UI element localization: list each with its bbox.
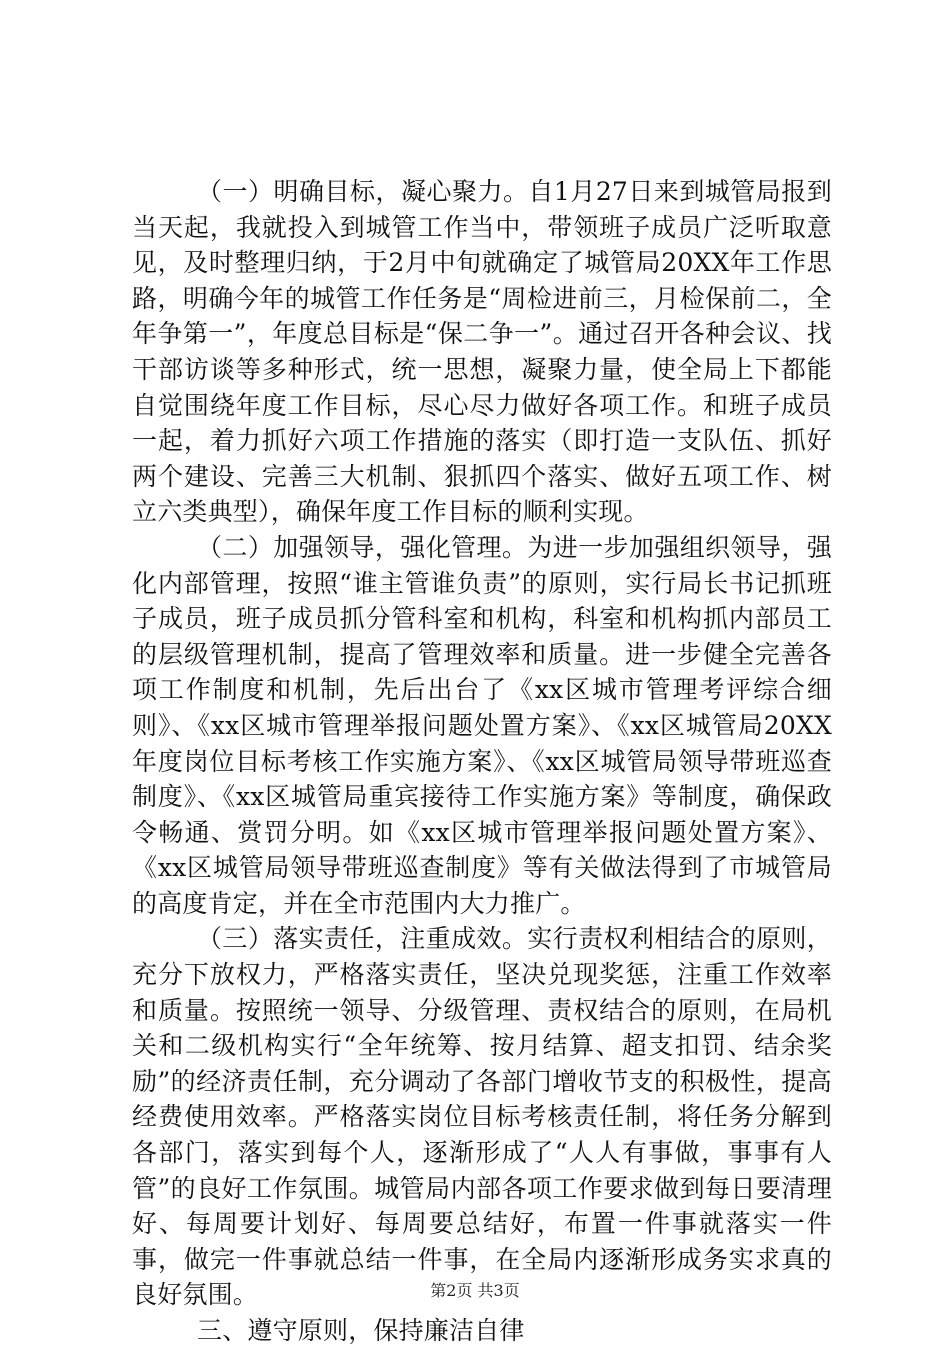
page-number-footer: 第2页 共3页	[430, 1281, 520, 1300]
paragraph-goals: （一）明确目标，凝心聚力。自1月27日来到城管局报到当天起，我就投入到城管工作当中，带领班子成员广泛听取意见，及时整理归纳，于2月中旬就确定了城管局20XX年工作思路，明确今年的城管工作任务是“周检进前三，月检保前二，全年争第一”，年度总目标是“保二争一”。通过召开各种会议、找干部访谈等多种形式，统一思想，凝聚力量，使全局上下都能自觉围绕年度工作目标，尽心尽力做好各项工作。和班子成员一起，着力抓好六项工作措施的落实（即打造一支队伍、抓好两个建设、完善三大机制、狠抓四个落实、做好五项工作、树立六类典型），确保年度工作目标的顺利实现。	[132, 177, 832, 527]
paragraph-responsibility: （三）落实责任，注重成效。实行责权利相结合的原则，充分下放权力，严格落实责任，坚决兑现奖惩，注重工作效率和质量。按照统一领导、分级管理、责权结合的原则，在局机关和二级机构实行“全年统筹、按月结算、超支扣罚、结余奖励”的经济责任制，充分调动了各部门增收节支的积极性，提高经费使用效率。严格落实岗位目标考核责任制，将任务分解到各部门，落实到每个人，逐渐形成了“人人有事做，事事有人管”的良好工作氛围。城管局内部各项工作要求做到每日要清理好、每周要计划好、每周要总结好，布置一件事就落实一件事，做完一件事就总结一件事，在全局内逐渐形成务实求真的良好氛围。	[132, 924, 832, 1310]
document-body	[132, 174, 832, 1349]
section-heading: 三、遵守原则，保持廉洁自律	[197, 1316, 525, 1345]
paragraph-leadership: （二）加强领导，强化管理。为进一步加强组织领导，强化内部管理，按照“谁主管谁负责”的原则，实行局长书记抓班子成员，班子成员抓分管科室和机构，科室和机构抓内部员工的层级管理机制，提高了管理效率和质量。进一步健全完善各项工作制度和机制，先后出台了《xx区城市管理考评综合细则》、《xx区城市管理举报问题处置方案》、《xx区城管局20XX年度岗位目标考核工作实施方案》、《xx区城管局领导带班巡查制度》、《xx区城管局重宾接待工作实施方案》等制度，确保政令畅通、赏罚分明。如《xx区城市管理举报问题处置方案》、《xx区城管局领导带班巡查制度》等有关做法得到了市城管局的高度肯定，并在全市范围内大力推广。	[132, 532, 832, 918]
